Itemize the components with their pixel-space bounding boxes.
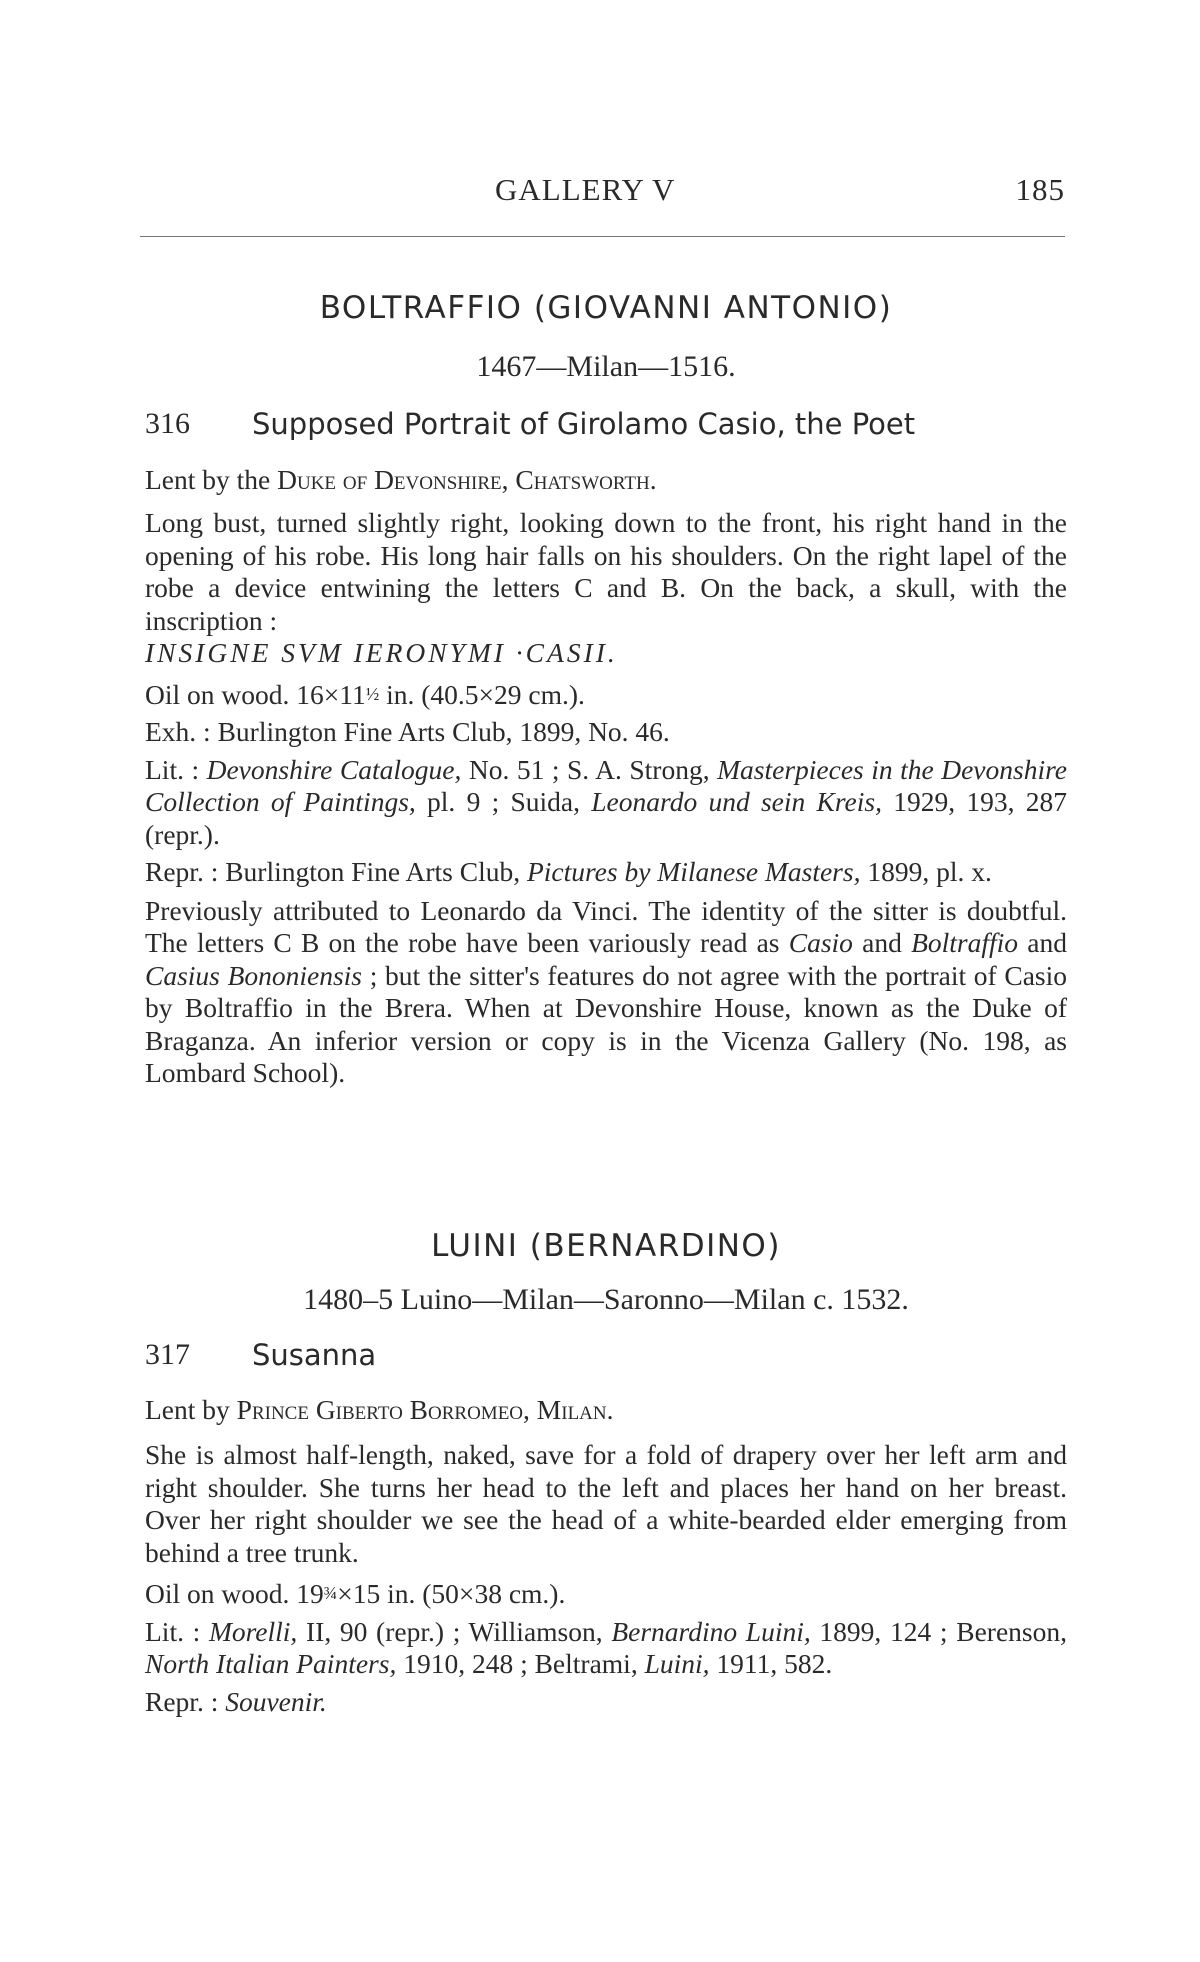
description <box>145 507 1067 670</box>
lit-title: Bernardino Luini, <box>611 1615 811 1647</box>
lit-label: Lit. : <box>145 753 207 785</box>
lit-text: 1910, 248 ; Beltrami, <box>396 1648 645 1679</box>
repr-title: Pictures by Milanese Masters, <box>526 856 861 887</box>
lender-line <box>145 1393 1067 1427</box>
entry-heading <box>145 407 1067 447</box>
lender-end: . <box>649 464 657 495</box>
artist-dates: 1480–5 Luino—Milan—Saronno—Milan c. 1532. <box>303 1283 909 1316</box>
page-number: 185 <box>1015 172 1065 207</box>
artist-dates-boltraffio <box>145 350 1067 384</box>
description-text: Long bust, turned slightly right, looking down to the front, his right hand in the opening of his robe. His long hair falls on his shoulders. On the right lapel of the robe a device entwining the letters C and B. On the back, a skull, with the inscription : <box>145 507 1067 636</box>
artist-name: BOLTRAFFIO (GIOVANNI ANTONIO) <box>319 290 893 326</box>
entry-title: Susanna <box>252 1338 377 1372</box>
reproduction <box>145 1686 1067 1719</box>
repr-text: 1899, pl. x. <box>860 856 992 887</box>
lit-text: 1911, 582. <box>709 1648 833 1679</box>
medium-text: Oil on wood. 19 <box>145 1578 324 1609</box>
note-text: and <box>1018 927 1067 958</box>
lender-name: Duke of Devonshire <box>277 464 502 495</box>
lender-place: Milan <box>536 1394 607 1425</box>
medium-fraction: ½ <box>365 683 380 704</box>
lit-text: 1899, 124 ; Berenson, <box>810 1615 1067 1647</box>
curatorial-note <box>145 895 1067 1090</box>
lit-title: North Italian Painters, <box>145 1648 397 1679</box>
medium <box>145 1577 1067 1611</box>
repr-text: Repr. : <box>145 1685 226 1717</box>
note-italic: Boltraffio <box>911 927 1019 958</box>
lit-text: No. 51 ; S. A. Strong, <box>461 753 718 785</box>
header-rule <box>140 236 1065 237</box>
lit-title: Leonardo und sein Kreis, <box>591 786 882 817</box>
note-text: Previously attributed to Leonardo da Vinci. The identity of the sitter is doubtful. The letters C B on the robe have been variously read as <box>145 894 1067 958</box>
artist-heading-boltraffio <box>145 290 1067 326</box>
note-italic: Casius Bononiensis <box>145 959 363 991</box>
entry-317 <box>145 1338 1067 1378</box>
lit-title: Devonshire Catalogue, <box>206 753 462 785</box>
entry-316 <box>145 407 1067 447</box>
running-title: GALLERY V <box>495 172 676 207</box>
lit-text: pl. 9 ; Suida, <box>415 786 592 817</box>
lit-label: Lit. : <box>145 1615 209 1647</box>
lender-place: Chatsworth <box>515 464 650 495</box>
lender-prefix: Lent by the <box>145 464 271 495</box>
lender-line <box>145 463 1067 497</box>
entry-317-body <box>145 1393 1067 1718</box>
medium-text: Oil on wood. 16×11 <box>145 678 366 710</box>
reproduction <box>145 856 1067 889</box>
inscription: INSIGNE SVM IERONYMI ·CASII. <box>145 637 618 668</box>
lender-separator: , <box>501 464 509 495</box>
lender-separator: , <box>523 1394 530 1425</box>
lit-title: Morelli, <box>208 1615 298 1647</box>
medium-text-end: ×15 in. (50×38 cm.). <box>337 1578 566 1609</box>
entry-heading <box>145 1338 1067 1378</box>
lit-title: Masterpieces in the Devonshire Collection of Paintings, <box>145 753 1067 817</box>
artist-dates-luini <box>145 1283 1067 1317</box>
note-text: and <box>852 927 912 958</box>
medium-fraction: ¾ <box>323 1583 338 1603</box>
literature <box>145 754 1067 852</box>
lit-text: 1929, 193, 287 (repr.). <box>145 786 1068 850</box>
note-text: ; but the sitter's features do not agree with the portrait of Casio by Boltraffio in the Brera. When at Devonshire House, known as the Duke of Braganza. An inferior version or copy is in the Vicenza Gallery (No. 198, as Lombard School). <box>145 959 1067 1088</box>
lit-text: II, 90 (repr.) ; Williamson, <box>297 1615 612 1647</box>
catalogue-number: 317 <box>145 1338 190 1371</box>
description: She is almost half-length, naked, save for a fold of drapery over her left arm and right shoulder. She turns her head to the left and places her hand on her breast. Over her right shoulder we see the head of a white-bearded elder emerging from behind a tree trunk. <box>145 1439 1067 1568</box>
entry-316-body <box>145 463 1067 1090</box>
medium-text-end: in. (40.5×29 cm.). <box>379 678 585 710</box>
entry-title: Supposed Portrait of Girolamo Casio, the Poet <box>252 407 916 441</box>
lit-title: Luini, <box>644 1648 710 1679</box>
repr-title: Souvenir. <box>225 1685 327 1717</box>
lender-end: . <box>606 1394 614 1425</box>
literature <box>145 1616 1067 1681</box>
note-italic: Casio <box>788 927 853 958</box>
artist-heading-luini <box>145 1228 1067 1264</box>
repr-text: Repr. : Burlington Fine Arts Club, <box>145 856 527 887</box>
medium <box>145 678 1067 712</box>
lender-name: Prince Giberto Borromeo <box>236 1394 524 1425</box>
artist-name: LUINI (BERNARDINO) <box>431 1228 781 1264</box>
lender-prefix: Lent by <box>145 1394 230 1425</box>
exhibition: Exh. : Burlington Fine Arts Club, 1899, No. 46. <box>145 716 670 747</box>
catalogue-number: 316 <box>145 407 190 440</box>
artist-dates: 1467—Milan—1516. <box>476 350 736 383</box>
